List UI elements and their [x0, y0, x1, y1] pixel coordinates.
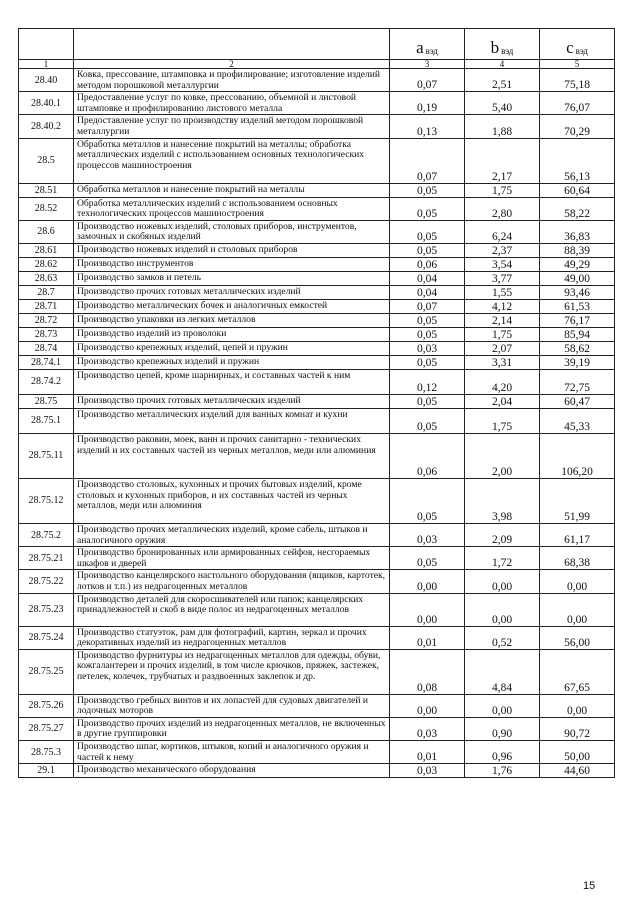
row-name: Производство замков и петель [74, 271, 390, 285]
row-code: 28.75 [19, 394, 74, 408]
row-value-b: 4,12 [465, 299, 540, 313]
row-value-b: 5,40 [465, 92, 540, 115]
row-value-a: 0,00 [390, 694, 465, 717]
row-value-c: 61,17 [540, 523, 615, 546]
row-code: 28.72 [19, 313, 74, 327]
row-value-b: 0,52 [465, 626, 540, 649]
row-value-c: 67,65 [540, 649, 615, 694]
row-value-a: 0,03 [390, 341, 465, 355]
row-value-b: 2,04 [465, 394, 540, 408]
row-value-a: 0,03 [390, 523, 465, 546]
table-row [19, 694, 615, 717]
table-row [19, 626, 615, 649]
row-name: Производство шпаг, кортиков, штыков, копий и аналогичного оружия и частей к нему [74, 741, 390, 764]
row-name: Производство деталей для скоросшивателей или папок; канцелярских принадлежностей и скоб в виде полос из недрагоценных металлов [74, 593, 390, 626]
table-row [19, 717, 615, 740]
table-row [19, 220, 615, 243]
row-value-b: 2,00 [465, 433, 540, 478]
row-value-c: 0,00 [540, 694, 615, 717]
row-value-b: 1,75 [465, 183, 540, 197]
row-value-b: 2,14 [465, 313, 540, 327]
header-a-letter: a [416, 38, 424, 57]
row-name: Производство цепей, кроме шарнирных, и составных частей к ним [74, 369, 390, 394]
row-name: Производство прочих изделий из недрагоценных металлов, не включенных в другие группировки [74, 717, 390, 740]
row-value-c: 76,17 [540, 313, 615, 327]
header-a-sub: вэд [425, 46, 438, 56]
row-value-c: 49,00 [540, 271, 615, 285]
row-code: 28.74.1 [19, 355, 74, 369]
row-value-b: 3,54 [465, 257, 540, 271]
row-value-a: 0,05 [390, 197, 465, 220]
row-code: 28.75.11 [19, 433, 74, 478]
row-code: 28.75.2 [19, 523, 74, 546]
row-value-a: 0,07 [390, 69, 465, 92]
header-code [19, 29, 74, 60]
row-value-a: 0,03 [390, 717, 465, 740]
header-b [465, 29, 540, 60]
row-value-b: 2,17 [465, 138, 540, 183]
row-value-c: 60,64 [540, 183, 615, 197]
row-value-c: 44,60 [540, 764, 615, 778]
row-value-a: 0,04 [390, 285, 465, 299]
row-value-c: 0,00 [540, 570, 615, 593]
row-name: Производство бронированных или армированных сейфов, несгораемых шкафов и дверей [74, 547, 390, 570]
row-value-b: 3,77 [465, 271, 540, 285]
column-index: 2 [74, 60, 390, 69]
row-name: Обработка металлов и нанесение покрытий на металлы; обработка металлических изделий с использованием основных технологических процессов машиностроения [74, 138, 390, 183]
row-name: Производство статуэток, рам для фотографий, картин, зеркал и прочих декоративных изделий из недрагоценных металлов [74, 626, 390, 649]
row-value-b: 2,51 [465, 69, 540, 92]
row-code: 28.63 [19, 271, 74, 285]
row-value-c: 61,53 [540, 299, 615, 313]
data-table [18, 28, 615, 778]
table-row [19, 313, 615, 327]
row-code: 28.75.27 [19, 717, 74, 740]
row-value-b: 1,75 [465, 327, 540, 341]
row-value-c: 76,07 [540, 92, 615, 115]
row-value-b: 0,90 [465, 717, 540, 740]
row-value-c: 85,94 [540, 327, 615, 341]
table-row [19, 183, 615, 197]
row-value-b: 0,96 [465, 741, 540, 764]
row-value-c: 68,38 [540, 547, 615, 570]
row-name: Производство металлических изделий для ванных комнат и кухни [74, 408, 390, 433]
row-name: Производство прочих готовых металлических изделий [74, 394, 390, 408]
row-value-b: 4,84 [465, 649, 540, 694]
row-value-c: 58,22 [540, 197, 615, 220]
row-value-a: 0,05 [390, 327, 465, 341]
row-name: Ковка, прессование, штамповка и профилирование; изготовление изделий методом порошковой металлургии [74, 69, 390, 92]
table-row [19, 649, 615, 694]
row-value-c: 70,29 [540, 115, 615, 138]
table-row [19, 523, 615, 546]
row-value-c: 75,18 [540, 69, 615, 92]
table-row [19, 115, 615, 138]
row-name: Производство канцелярского настольного оборудования (ящиков, картотек, лотков и т.п.) из недрагоценных металлов [74, 570, 390, 593]
row-name: Производство раковин, моек, ванн и прочих санитарно - технических изделий и их составных частей из черных металлов, меди или алюминия [74, 433, 390, 478]
table-row [19, 570, 615, 593]
row-value-b: 1,88 [465, 115, 540, 138]
row-value-b: 2,80 [465, 197, 540, 220]
row-value-b: 3,31 [465, 355, 540, 369]
row-value-b: 2,09 [465, 523, 540, 546]
row-name: Производство крепежных изделий, цепей и пружин [74, 341, 390, 355]
table-row [19, 257, 615, 271]
row-code: 28.75.26 [19, 694, 74, 717]
table-row [19, 299, 615, 313]
row-value-c: 49,29 [540, 257, 615, 271]
table-row [19, 408, 615, 433]
row-code: 28.51 [19, 183, 74, 197]
row-code: 28.62 [19, 257, 74, 271]
row-name: Производство инструментов [74, 257, 390, 271]
row-name: Производство металлических бочек и аналогичных емкостей [74, 299, 390, 313]
row-value-b: 1,76 [465, 764, 540, 778]
row-value-a: 0,04 [390, 271, 465, 285]
column-index: 5 [540, 60, 615, 69]
row-name: Производство прочих готовых металлических изделий [74, 285, 390, 299]
table-row [19, 341, 615, 355]
row-value-b: 1,72 [465, 547, 540, 570]
row-value-a: 0,05 [390, 547, 465, 570]
row-value-a: 0,05 [390, 220, 465, 243]
row-value-a: 0,01 [390, 741, 465, 764]
row-value-b: 2,37 [465, 243, 540, 257]
row-code: 28.7 [19, 285, 74, 299]
row-value-c: 50,00 [540, 741, 615, 764]
row-code: 28.40 [19, 69, 74, 92]
row-value-c: 60,47 [540, 394, 615, 408]
column-index: 3 [390, 60, 465, 69]
header-c-sub: вэд [575, 46, 588, 56]
row-value-b: 2,07 [465, 341, 540, 355]
row-value-a: 0,06 [390, 257, 465, 271]
row-value-a: 0,05 [390, 394, 465, 408]
row-name: Производство упаковки из легких металлов [74, 313, 390, 327]
row-value-b: 0,00 [465, 570, 540, 593]
row-value-a: 0,00 [390, 593, 465, 626]
header-row [19, 29, 615, 60]
row-value-b: 3,98 [465, 478, 540, 523]
row-name: Обработка металлических изделий с использованием основных технологических процессов машиностроения [74, 197, 390, 220]
row-value-c: 56,00 [540, 626, 615, 649]
row-value-a: 0,12 [390, 369, 465, 394]
table-row [19, 92, 615, 115]
row-name: Производство изделий из проволоки [74, 327, 390, 341]
row-code: 28.74 [19, 341, 74, 355]
row-value-c: 45,33 [540, 408, 615, 433]
row-value-a: 0,07 [390, 138, 465, 183]
row-value-c: 58,62 [540, 341, 615, 355]
row-name: Предоставление услуг по производству изделий методом порошковой металлургии [74, 115, 390, 138]
row-value-a: 0,05 [390, 355, 465, 369]
row-name: Предоставление услуг по ковке, прессованию, объемной и листовой штамповке и профилированию листового металла [74, 92, 390, 115]
column-index: 4 [465, 60, 540, 69]
row-value-a: 0,05 [390, 313, 465, 327]
row-name: Производство гребных винтов и их лопастей для судовых двигателей и лодочных моторов [74, 694, 390, 717]
table-row [19, 593, 615, 626]
row-value-b: 1,75 [465, 408, 540, 433]
row-name: Производство столовых, кухонных и прочих бытовых изделий, кроме столовых и кухонных приборов, и их составных частей из черных металлов, меди или алюминия [74, 478, 390, 523]
row-code: 28.5 [19, 138, 74, 183]
table-row [19, 138, 615, 183]
row-value-c: 39,19 [540, 355, 615, 369]
table-row [19, 547, 615, 570]
row-value-a: 0,00 [390, 570, 465, 593]
table-row [19, 243, 615, 257]
row-value-a: 0,05 [390, 478, 465, 523]
table-row [19, 327, 615, 341]
row-value-c: 51,99 [540, 478, 615, 523]
row-code: 28.75.1 [19, 408, 74, 433]
row-value-a: 0,05 [390, 183, 465, 197]
row-value-a: 0,07 [390, 299, 465, 313]
row-name: Обработка металлов и нанесение покрытий на металлы [74, 183, 390, 197]
table-row [19, 271, 615, 285]
row-code: 28.40.2 [19, 115, 74, 138]
row-value-a: 0,13 [390, 115, 465, 138]
table-row [19, 764, 615, 778]
row-value-a: 0,05 [390, 243, 465, 257]
row-value-b: 6,24 [465, 220, 540, 243]
row-name: Производство крепежных изделий и пружин [74, 355, 390, 369]
table-row [19, 355, 615, 369]
row-value-a: 0,06 [390, 433, 465, 478]
row-code: 28.40.1 [19, 92, 74, 115]
header-b-sub: вэд [501, 46, 514, 56]
row-name: Производство механического оборудования [74, 764, 390, 778]
row-value-a: 0,01 [390, 626, 465, 649]
table-row [19, 197, 615, 220]
row-code: 28.6 [19, 220, 74, 243]
row-code: 28.71 [19, 299, 74, 313]
row-value-c: 90,72 [540, 717, 615, 740]
row-name: Производство прочих металлических изделий, кроме сабель, штыков и аналогичного оружия [74, 523, 390, 546]
row-value-a: 0,03 [390, 764, 465, 778]
row-value-a: 0,08 [390, 649, 465, 694]
row-name: Производство фурнитуры из недрагоценных металлов для одежды, обуви, кожгалантереи и прочих изделий, в том числе крючков, пряжек, застежек, петелек, колечек, трубчатых и раздвоенных заклепок и др. [74, 649, 390, 694]
row-value-a: 0,05 [390, 408, 465, 433]
row-code: 28.75.22 [19, 570, 74, 593]
row-value-b: 1,55 [465, 285, 540, 299]
row-value-b: 0,00 [465, 593, 540, 626]
row-value-c: 106,20 [540, 433, 615, 478]
row-code: 28.73 [19, 327, 74, 341]
row-name: Производство ножевых изделий и столовых приборов [74, 243, 390, 257]
row-value-c: 36,83 [540, 220, 615, 243]
table-row [19, 394, 615, 408]
row-code: 28.75.21 [19, 547, 74, 570]
row-code: 28.75.12 [19, 478, 74, 523]
row-code: 28.52 [19, 197, 74, 220]
row-value-b: 0,00 [465, 694, 540, 717]
column-index: 1 [19, 60, 74, 69]
row-code: 29.1 [19, 764, 74, 778]
row-code: 28.75.24 [19, 626, 74, 649]
row-value-a: 0,19 [390, 92, 465, 115]
table-row [19, 433, 615, 478]
row-code: 28.61 [19, 243, 74, 257]
header-c-letter: c [566, 38, 574, 57]
header-c [540, 29, 615, 60]
row-code: 28.75.25 [19, 649, 74, 694]
column-index-row [19, 60, 615, 69]
table-row [19, 285, 615, 299]
header-a [390, 29, 465, 60]
row-value-c: 88,39 [540, 243, 615, 257]
row-value-c: 93,46 [540, 285, 615, 299]
table-row [19, 69, 615, 92]
row-code: 28.74.2 [19, 369, 74, 394]
row-value-c: 72,75 [540, 369, 615, 394]
row-value-b: 4,20 [465, 369, 540, 394]
row-value-c: 56,13 [540, 138, 615, 183]
row-name: Производство ножевых изделий, столовых приборов, инструментов, замочных и скобяных изделий [74, 220, 390, 243]
row-code: 28.75.3 [19, 741, 74, 764]
page-number: 15 [583, 880, 596, 892]
header-name [74, 29, 390, 60]
row-value-c: 0,00 [540, 593, 615, 626]
table-row [19, 478, 615, 523]
row-code: 28.75.23 [19, 593, 74, 626]
table-row [19, 741, 615, 764]
table-row [19, 369, 615, 394]
header-b-letter: b [490, 38, 500, 57]
